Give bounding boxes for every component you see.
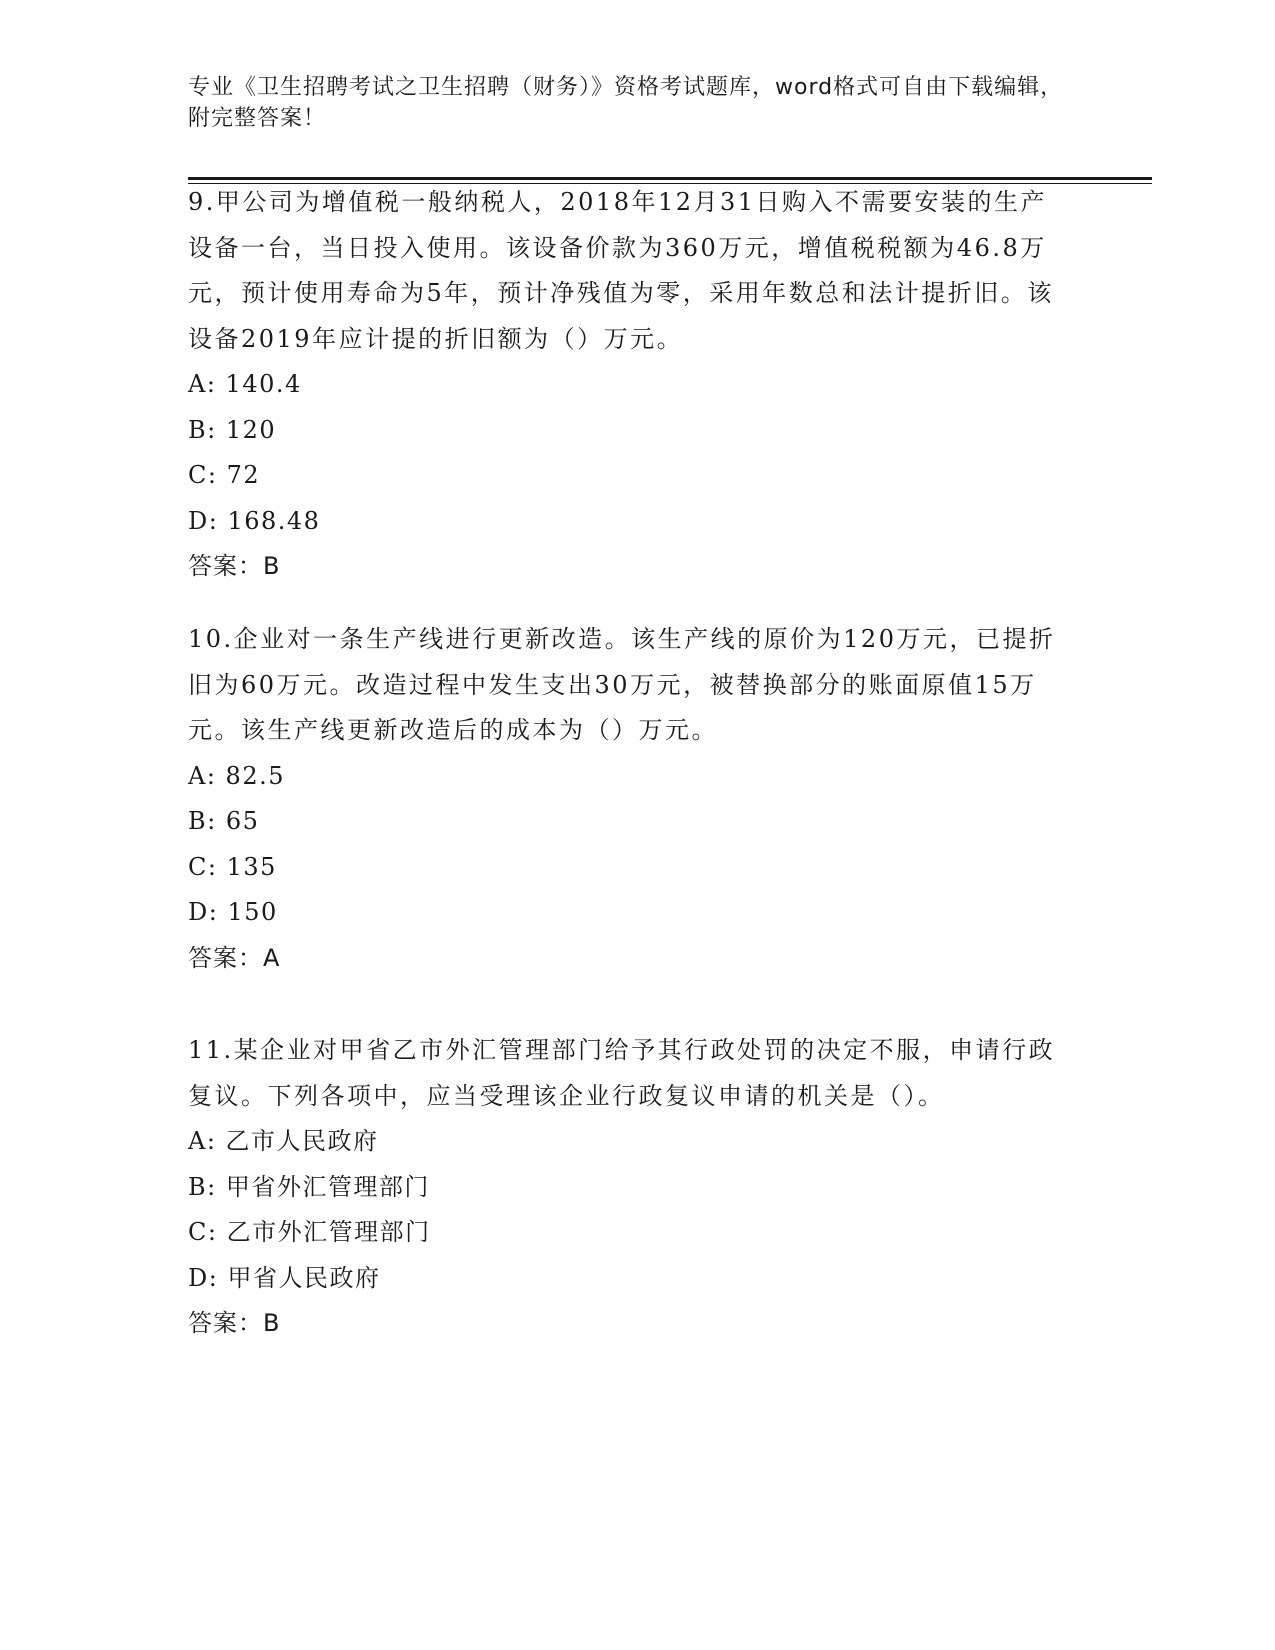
option-b: B: 甲省外汇管理部门 <box>188 1172 430 1201</box>
question-10 <box>188 617 1068 981</box>
option-c: C: 135 <box>188 852 277 881</box>
question-stem: 11.某企业对甲省乙市外汇管理部门给予其行政处罚的决定不服，申请行政复议。下列各项中，应当受理该企业行政复议申请的机关是（）。 <box>188 1036 1056 1110</box>
answer-line: 答案：B <box>188 1309 281 1337</box>
option-c: C: 72 <box>188 461 261 489</box>
option-c: C: 乙市外汇管理部门 <box>188 1218 431 1246</box>
question-11 <box>188 1028 1068 1347</box>
option-a: A: 82.5 <box>188 761 285 790</box>
question-stem: 9.甲公司为增值税一般纳税人，2018年12月31日购入不需要安装的生产设备一台，当日投入使用。该设备价款为360万元，增值税税额为46.8万元，预计使用寿命为5年，预计净残值为零，采用年数总和法计提折旧。该设备2019年应计提的折旧额为（）万元。 <box>188 188 1054 353</box>
option-a: A: 乙市人民政府 <box>188 1127 379 1155</box>
option-d: D: 甲省人民政府 <box>188 1263 381 1292</box>
answer-line: 答案：A <box>188 943 281 972</box>
option-d: D: 150 <box>188 898 278 926</box>
question-9 <box>188 180 1068 590</box>
option-a: A: 140.4 <box>188 370 302 398</box>
option-b: B: 120 <box>188 415 277 444</box>
question-stem: 10.企业对一条生产线进行更新改造。该生产线的原价为120万元，已提折旧为60万元。改造过程中发生支出30万元，被替换部分的账面原值15万元。该生产线更新改造后的成本为（）万元。 <box>188 625 1056 744</box>
answer-line: 答案：B <box>188 552 281 580</box>
option-d: D: 168.48 <box>188 506 321 535</box>
option-b: B: 65 <box>188 807 260 835</box>
document-header: 专业《卫生招聘考试之卫生招聘（财务）》资格考试题库，word格式可自由下载编辑，附完整答案！ <box>188 75 1064 131</box>
